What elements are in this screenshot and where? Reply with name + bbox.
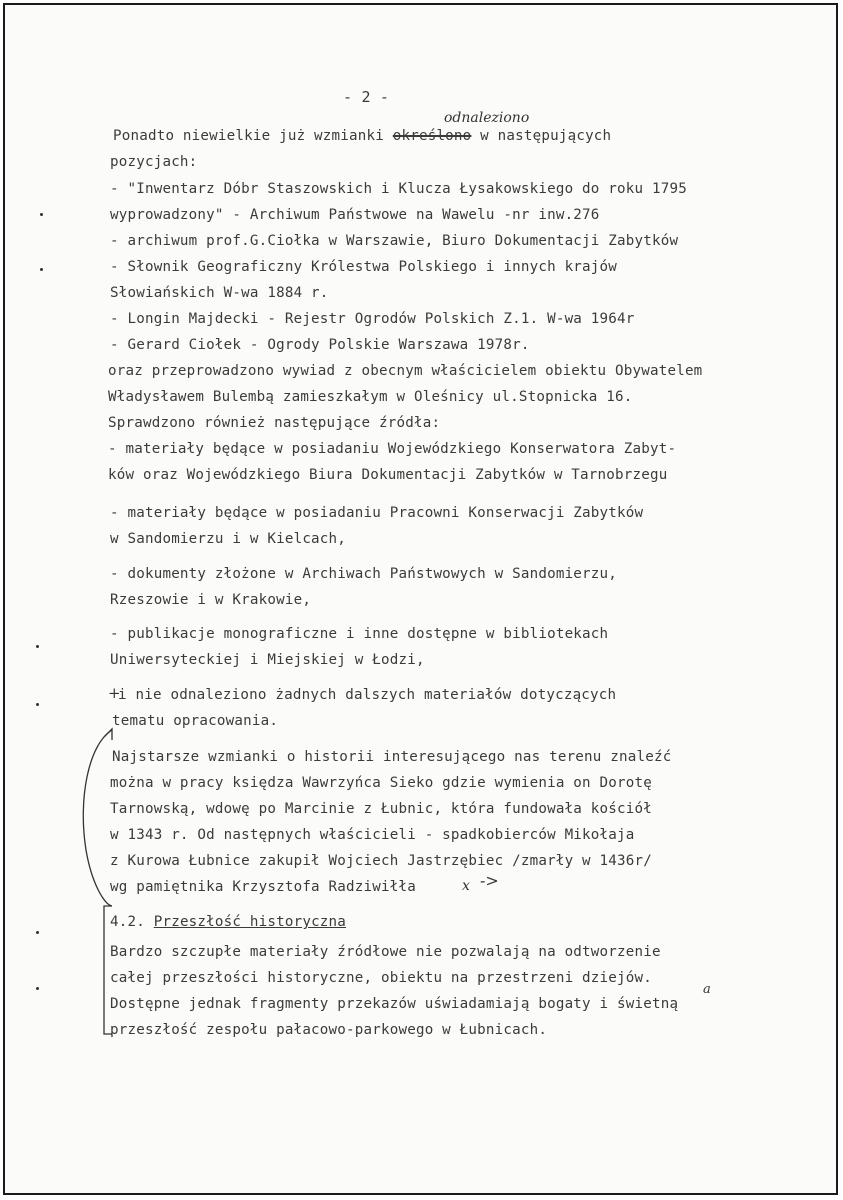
text-line: - "Inwentarz Dóbr Staszowskich i Klucza Łysakowskiego do roku 1795 bbox=[110, 181, 687, 197]
struck-word: określono bbox=[392, 128, 472, 144]
handwritten-insertion: odnaleziono bbox=[444, 110, 530, 126]
text-line: - Słownik Geograficzny Królestwa Polskiego i innych krajów bbox=[110, 259, 618, 275]
text-line: oraz przeprowadzono wywiad z obecnym właścicielem obiektu Obywatelem bbox=[108, 363, 703, 379]
text-line: - materiały będące w posiadaniu Pracowni Konserwacji Zabytków bbox=[110, 505, 644, 521]
handwritten-mark: + bbox=[108, 684, 121, 702]
text-line: Słowiańskich W-wa 1884 r. bbox=[110, 285, 329, 301]
text-line: całej przeszłości historyczne, obiektu na przestrzeni dziejów. bbox=[110, 970, 652, 986]
text-line: tematu opracowania. bbox=[112, 713, 279, 729]
scan-speck bbox=[36, 931, 39, 934]
handwritten-caret: x bbox=[462, 878, 470, 894]
text-line: Sprawdzono również następujące źródła: bbox=[108, 415, 441, 431]
text-line: w 1343 r. Od następnych właścicieli - spadkobierców Mikołaja bbox=[110, 827, 635, 843]
text-line: Tarnowską, wdowę po Marcinie z Łubnic, która fundowała kościół bbox=[110, 801, 652, 817]
text-line: z Kurowa Łubnice zakupił Wojciech Jastrzębiec /zmarły w 1436r/ bbox=[110, 853, 652, 869]
text-line: Najstarsze wzmianki o historii interesującego nas terenu znaleźć bbox=[112, 749, 672, 765]
text-line: wg pamiętnika Krzysztofa Radziwiłła bbox=[110, 879, 416, 895]
text-line: ków oraz Wojewódzkiego Biura Dokumentacji Zabytków w Tarnobrzegu bbox=[108, 467, 668, 483]
scan-speck bbox=[36, 645, 39, 648]
scan-speck bbox=[40, 213, 43, 216]
section-title: Przeszłość historyczna bbox=[153, 914, 347, 930]
text-line: - dokumenty złożone w Archiwach Państwowych w Sandomierzu, bbox=[110, 566, 618, 582]
scan-speck bbox=[40, 268, 43, 271]
text-line: Rzeszowie i w Krakowie, bbox=[110, 592, 312, 608]
text-line: - publikacje monograficzne i inne dostępne w bibliotekach bbox=[110, 626, 609, 642]
text-line: Uniwersyteckiej i Miejskiej w Łodzi, bbox=[110, 652, 425, 668]
text-line: Bardzo szczupłe materiały źródłowe nie pozwalają na odtworzenie bbox=[110, 944, 661, 960]
handwritten-superscript: a bbox=[703, 982, 711, 997]
text-line: przeszłość zespołu pałacowo-parkowego w Łubnicach. bbox=[110, 1022, 548, 1038]
text-line: - materiały będące w posiadaniu Wojewódzkiego Konserwatora Zabyt- bbox=[108, 441, 677, 457]
text-line: - Gerard Ciołek - Ogrody Polskie Warszawa 1978r. bbox=[110, 337, 530, 353]
text-line: wyprowadzony" - Archiwum Państwowe na Wawelu -nr inw.276 bbox=[110, 207, 600, 223]
text-segment: Ponadto niewielkie już wzmianki bbox=[113, 128, 393, 144]
scan-speck bbox=[36, 987, 39, 990]
text-line: - Longin Majdecki - Rejestr Ogrodów Polskich Z.1. W-wa 1964r bbox=[110, 311, 635, 327]
text-line: - archiwum prof.G.Ciołka w Warszawie, Biuro Dokumentacji Zabytków bbox=[110, 233, 679, 249]
handwritten-arrow: -> bbox=[480, 871, 499, 890]
text-line: w Sandomierzu i w Kielcach, bbox=[110, 531, 347, 547]
text-line: można w pracy księdza Wawrzyńca Sieko gdzie wymienia on Dorotę bbox=[110, 775, 652, 791]
text-line: Dostępne jednak fragmenty przekazów uświadamiają bogaty i świetną bbox=[110, 996, 679, 1012]
text-line: pozycjach: bbox=[110, 154, 198, 170]
text-segment: w następujących bbox=[471, 128, 612, 144]
scan-speck bbox=[36, 703, 39, 706]
page-number: - 2 - bbox=[343, 88, 390, 106]
text-line: Władysławem Bulembą zamieszkałym w Oleśnicy ul.Stopnicka 16. bbox=[108, 389, 633, 405]
section-number: 4.2. bbox=[110, 914, 154, 930]
text-line: i nie odnaleziono żadnych dalszych materiałów dotyczących bbox=[118, 687, 617, 703]
